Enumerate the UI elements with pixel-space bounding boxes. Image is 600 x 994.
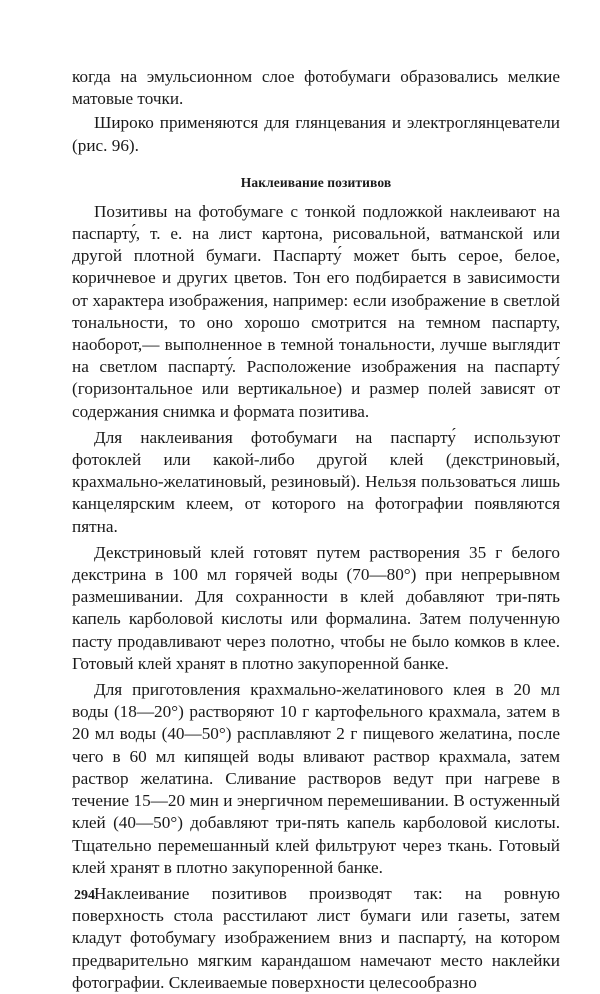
paragraph-glue-types: Для наклеивания фотобумаги на паспарту́ используют фотоклей или какой-либо другой клей (декстриновый, крахмально-желатиновый, резиновый). Нельзя пользоваться лишь канцелярским клеем, от которого на фотографии появляются пятна. (72, 427, 560, 536)
paragraph-starch-gelatin-glue: Для приготовления крахмально-желатинового клея в 20 мл воды (18—20°) растворяют 10 г картофельного крахмала, затем в 20 мл воды (40—50°) расплавляют 2 г пищевого желатина, после чего в 60 мл кипящей воды вливают раствор крахмала, затем раствор желатина. Сливание растворов ведут при нагреве в течение 15—20 мин и энергичном перемешивании. В остуженный клей (40—50°) добавляют три-пять капель карболовой кислоты. Тщательно перемешанный клей фильтруют через ткань. Готовый клей хранят в плотно закупоренной банке. (72, 680, 560, 877)
paragraph-passepartout: Позитивы на фотобумаге с тонкой подложкой наклеивают на паспарту́, т. е. на лист картона, рисовальной, ватманской или другой плотной бумаги. Паспарту́ может быть серое, белое, коричневое и других цветов. Тон его подбирается в зависимости от характера изображения, например: если изображение в светлой тональности, то оно хорошо смотрится на темном паспарту, наоборот,— выполненное в темной тональности, лучше выглядит на светлом паспарту́. Расположение изображения на паспарту́ (горизонтальное или вертикальное) и размер полей зависят от содержания снимка и формата позитива. (72, 201, 560, 421)
paragraph-mounting-procedure: Наклеивание позитивов производят так: на ровную поверхность стола расстилают лист бумаги или газеты, затем кладут фотобумагу изображением вниз и паспарту́, на котором предварительно мягким карандашом намечают место наклейки фотографии. Склеиваемые поверхности целесообразно (72, 883, 560, 992)
section-heading: Наклеивание позитивов (240, 174, 392, 190)
paragraph-glazing: Широко применяются для глянцевания и электроглянцеватели (рис. 96). (72, 113, 560, 155)
page-number: 294 (74, 888, 95, 903)
paragraph-continuation: когда на эмульсионном слое фотобумаги образовались мелкие матовые точки. (72, 67, 560, 109)
paragraph-dextrin-glue: Декстриновый клей готовят путем растворения 35 г белого декстрина в 100 мл горячей воды (70—80°) при непрерывном размешивании. Для сохранности в клей добавляют три-пять капель карболовой кислоты или формалина. Затем полученную пасту продавливают через полотно, чтобы не было комков в клее. Готовый клей хранят в плотно закупоренной банке. (72, 542, 560, 673)
page-body (72, 66, 560, 994)
